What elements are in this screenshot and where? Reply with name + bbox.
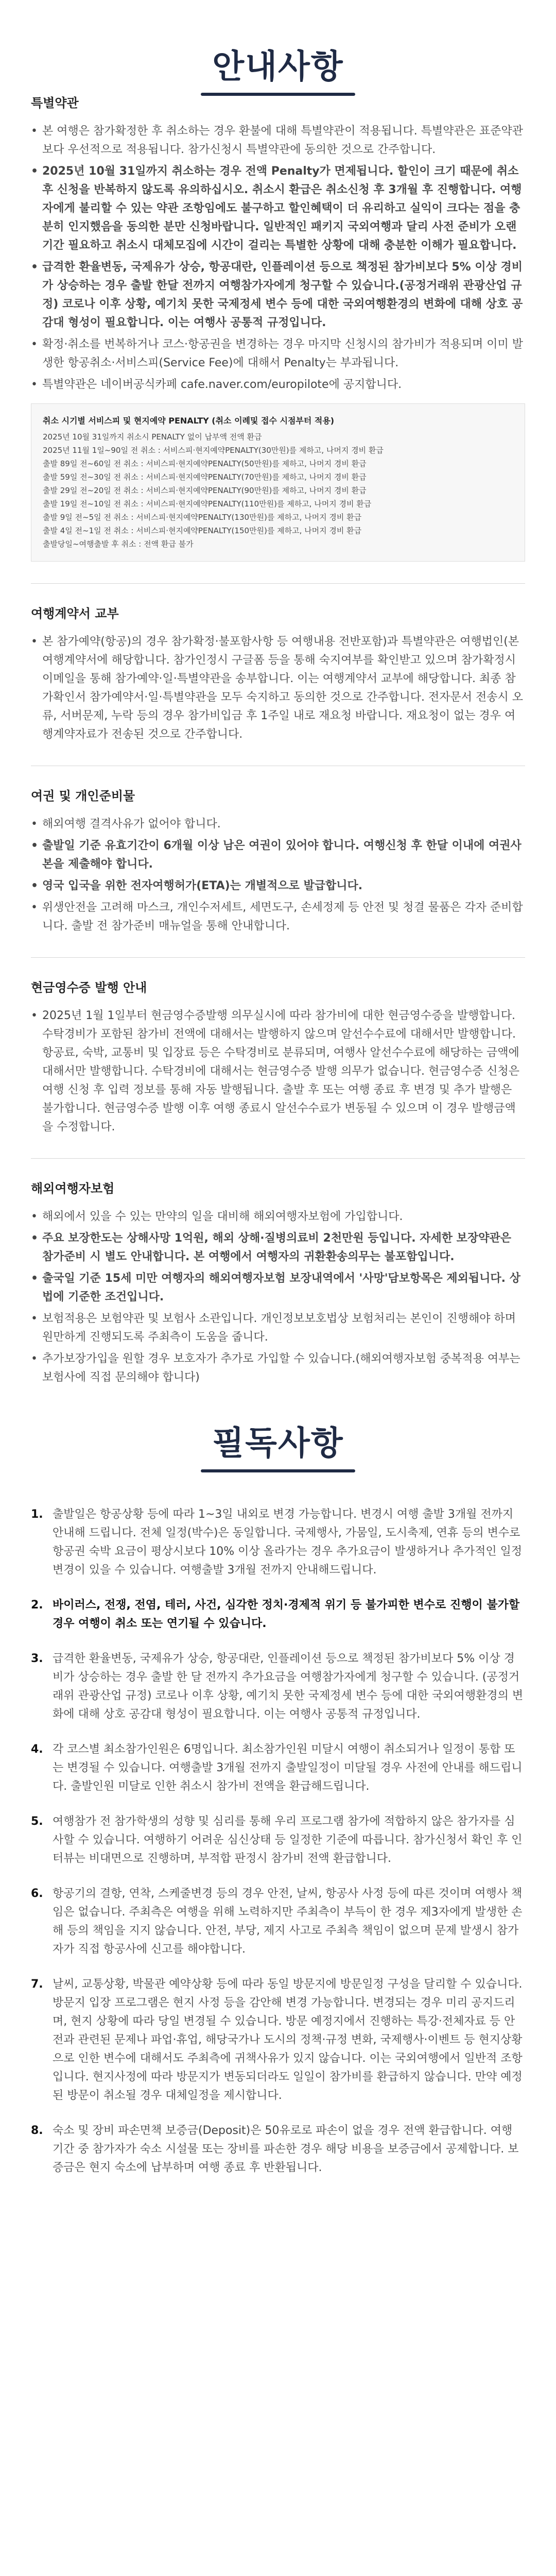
list-item: • 추가보장가입을 원할 경우 보호자가 추가로 가입할 수 있습니다.(해외여행자보험 중복적용 여부는 보험사에 직접 문의해야 합니다) bbox=[31, 1350, 525, 1387]
penalty-row: 2025년 10월 31일까지 취소시 PENALTY 없이 납부액 전액 환급 bbox=[43, 432, 262, 442]
list-item: • 주요 보장한도는 상해사망 1억원, 해외 상해·질병의료비 2천만원 등입니다. 자세한 보장약관은 참가준비 시 별도 안내합니다. 본 여행에서 여행자의 귀환환송의무는 불포함입니다. bbox=[31, 1229, 525, 1266]
travel-delivery-list bbox=[31, 633, 525, 744]
list-item: • 보험적용은 보험약관 및 보험사 소관입니다. 개인정보보호법상 보험처리는 본인이 진행해야 하며 원만하게 진행되도록 주최측이 도움을 줍니다. bbox=[31, 1310, 525, 1347]
receipt-section bbox=[31, 977, 525, 1137]
special-terms-title: 특별약관 bbox=[31, 96, 79, 110]
list-item: • 본 여행은 참가확정한 후 취소하는 경우 환불에 대해 특별약관이 적용됩니다. 특별약관은 표준약관보다 우선적으로 적용됩니다. 참가신청시 특별약관에 동의한 것으로 간주합니다. bbox=[31, 122, 525, 159]
penalty-row: 출발 59일 전~30일 전 취소 : 서비스피·현지예약PENALTY(70만원)를 제하고, 나머지 경비 환급 bbox=[43, 472, 367, 482]
penalty-row: 2025년 11월 1일~90일 전 취소 : 서비스피·현지예약PENALTY(30만원)를 제하고, 나머지 경비 환급 bbox=[43, 446, 384, 455]
penalty-row: 출발 4일 전~1일 전 취소 : 서비스피·현지예약PENALTY(150만원)를 제하고, 나머지 경비 환급 bbox=[43, 526, 362, 535]
list-item bbox=[31, 1740, 525, 1796]
item-text: 급격한 환율변동, 국제유가 상승, 항공대란, 인플레이션 등으로 책정된 참가비보다 5% 이상 경비가 상승하는 경우 출발 한 달 전까지 추가요금을 여행참가자에게 청구할 수 있습니다. (공정거래위 관광산업 규정) 코로나 이후 상황, 예기치 못한 국제정세 변수 등에 대한 국외여행환경의 변화에 대해 상호 공감대 형성이 필요합니다. 이는 여행사 공통적 규정입니다. bbox=[53, 1652, 524, 1721]
item-number: 3. bbox=[31, 1652, 43, 1665]
list-item bbox=[31, 1505, 525, 1580]
item-number: 2. bbox=[31, 1599, 43, 1612]
list-item bbox=[31, 1975, 525, 2105]
penalty-row: 출발 19일 전~10일 전 취소 : 서비스피·현지예약PENALTY(110만원)를 제하고, 나머지 경비 환급 bbox=[43, 499, 372, 509]
must-read-title: 필독사항 bbox=[212, 1425, 344, 1463]
divider bbox=[31, 957, 525, 958]
list-item bbox=[31, 1596, 525, 1633]
list-item bbox=[31, 1650, 525, 1724]
list-item: • 해외에서 있을 수 있는 만약의 일을 대비해 해외여행자보험에 가입합니다. bbox=[31, 1208, 525, 1226]
penalty-table-title: 취소 시기별 서비스피 및 현지예약 PENALTY (취소 이례및 접수 시점부터 적용) bbox=[43, 416, 335, 426]
item-number: 6. bbox=[31, 1887, 43, 1900]
item-number: 1. bbox=[31, 1508, 43, 1521]
item-text: 바이러스, 전쟁, 전염, 테러, 사건, 심각한 정치·경제적 위기 등 불가피한 변수로 진행이 불가할 경우 여행이 취소 또는 연기될 수 있습니다. bbox=[53, 1599, 520, 1630]
item-text: 항공기의 결항, 연착, 스케줄변경 등의 경우 안전, 날씨, 항공사 사정 등에 따른 것이며 여행사 책임은 없습니다. 주최측은 여행을 위해 노력하지만 주최측이 부득이 한 경우 제3자에게 발생한 손해 등의 책임을 지지 않습니다. 안전, 부당, 제지 사고로 주최측 책임이 없으며 문제 발생시 참가자가 직접 항공사에 신고를 해야합니다. bbox=[53, 1887, 523, 1956]
must-read-list bbox=[31, 1505, 525, 2177]
special-terms-list bbox=[31, 122, 525, 394]
item-text: 여행참가 전 참가학생의 성향 및 심리를 통해 우리 프로그램 참가에 적합하지 않은 참가자를 심사할 수 있습니다. 여행하기 어려운 심신상태 등 일정한 기준에 따릅니다. 참가신청서 확인 후 인터뷰는 비대면으로 진행하며, 부적합 판정시 참가비 전액 환급합니다. bbox=[53, 1815, 523, 1865]
header bbox=[0, 0, 556, 86]
penalty-row: 출발 9일 전~5일 전 취소 : 서비스피·현지예약PENALTY(130만원)를 제하고, 나머지 경비 환급 bbox=[43, 513, 362, 522]
item-number: 5. bbox=[31, 1815, 43, 1828]
special-terms-section bbox=[31, 93, 525, 562]
penalty-table bbox=[31, 403, 525, 562]
insurance-title: 해외여행자보험 bbox=[31, 1181, 115, 1196]
list-item: • 급격한 환율변동, 국제유가 상승, 항공대란, 인플레이션 등으로 책정된 참가비보다 5% 이상 경비가 상승하는 경우 출발 한달 전까지 여행참가자에게 청구할 수 있습니다.(공정거래위 관광산업 규정) 코로나 이후 상황, 예기치 못한 국제정세 변수 등에 대한 국외여행환경의 변화에 대해 상호 공감대 형성이 필요합니다. 이는 여행사 공통적 규정입니다. bbox=[31, 258, 525, 332]
receipt-list bbox=[31, 1007, 525, 1137]
passport-title: 여권 및 개인준비물 bbox=[31, 789, 135, 803]
must-read-header bbox=[31, 1417, 525, 1472]
list-item: • 출국일 기준 15세 미만 여행자의 해외여행자보험 보장내역에서 '사망'담보항목은 제외됩니다. 상법에 기준한 조건입니다. bbox=[31, 1269, 525, 1307]
item-text: 각 코스별 최소참가인원은 6명입니다. 최소참가인원 미달시 여행이 취소되거나 일정이 통합 또는 변경될 수 있습니다. 여행출발 3개월 전까지 출발일정이 미달될 경우 사전에 안내를 해드립니다. 출발인원 미달로 인한 취소시 참가비 전액을 환급해드립니다. bbox=[53, 1743, 523, 1793]
penalty-row: 출발 29일 전~20일 전 취소 : 서비스피·현지예약PENALTY(90만원)를 제하고, 나머지 경비 환급 bbox=[43, 486, 367, 495]
list-item: • 본 참가예약(항공)의 경우 참가확정·불포함사항 등 여행내용 전반포함)과 특별약관은 여행법인(본 여행계약서에 해당합니다. 참가인정시 구글폼 등을 통해 숙지여부를 확인받고 있으며 참가확정시 이메일을 통해 참가예약·일·특별약관을 송부합니다. 이는 여행계약서 교부에 해당합니다. 최종 참가확인서 참가예약서·일·특별약관을 모두 숙지하고 동의한 것으로 간주합니다. 전자문서 전송시 오류, 서버문제, 누락 등의 경우 참가비입금 후 1주일 내로 재요청 바랍니다. 재요청이 없는 경우 여행계약자료가 전송된 것으로 간주합니다. bbox=[31, 633, 525, 744]
insurance-list bbox=[31, 1208, 525, 1387]
list-item: • 출발일 기준 유효기간이 6개월 이상 남은 여권이 있어야 합니다. 여행신청 후 한달 이내에 여권사본을 제출해야 합니다. bbox=[31, 837, 525, 874]
list-item: • 해외여행 결격사유가 없어야 합니다. bbox=[31, 815, 525, 834]
item-number: 7. bbox=[31, 1978, 43, 1991]
list-item bbox=[31, 1812, 525, 1868]
page-title: 안내사항 bbox=[212, 48, 344, 86]
item-text: 숙소 및 장비 파손면책 보증금(Deposit)은 50유로로 파손이 없을 경우 전액 환급합니다. 여행 기간 중 참가자가 숙소 시설물 또는 장비를 파손한 경우 해당 비용을 보증금에서 공제합니다. 보증금은 현지 숙소에 납부하며 여행 종료 후 반환됩니다. bbox=[53, 2124, 519, 2174]
travel-delivery-title: 여행계약서 교부 bbox=[31, 606, 119, 621]
list-item: • 위생안전을 고려해 마스크, 개인수저세트, 세면도구, 손세정제 등 안전 및 청결 물품은 각자 준비합니다. 출발 전 참가준비 매뉴얼을 통해 안내합니다. bbox=[31, 899, 525, 936]
penalty-row: 출발 89일 전~60일 전 취소 : 서비스피·현지예약PENALTY(50만원)를 제하고, 나머지 경비 환급 bbox=[43, 459, 367, 468]
insurance-section bbox=[31, 1178, 525, 1387]
list-item bbox=[31, 1885, 525, 1959]
title-underline bbox=[201, 1469, 355, 1472]
penalty-row: 출발당일~여행출발 후 취소 : 전액 환급 불가 bbox=[43, 539, 194, 549]
list-item: • 2025년 10월 31일까지 취소하는 경우 전액 Penalty가 면제됩니다. 할인이 크기 때문에 취소 후 신청을 반복하지 않도록 유의하십시오. 취소시 환급은 취소신청 후 3개월 후 진행합니다. 여행자에게 불리할 수 있는 약관 조항임에도 불구하고 할인혜택이 더 유리하고 실익이 크다는 점을 충분히 인지했음을 동의한 분만 신청바랍니다. 일반적인 패키지 국외여행과 달리 사전 준비가 오랜 기간 필요하고 취소시 대체모집에 시간이 걸리는 특별한 상황에 대해 충분한 이해가 필요합니다. bbox=[31, 162, 525, 255]
list-item: • 영국 입국을 위한 전자여행허가(ETA)는 개별적으로 발급합니다. bbox=[31, 877, 525, 895]
list-item: • 2025년 1월 1일부터 현금영수증발행 의무실시에 따라 참가비에 대한 현금영수증을 발행합니다. 수탁경비가 포함된 참가비 전액에 대해서는 발행하지 않으며 알선수수료에 대해서만 발행합니다. 항공료, 숙박, 교통비 및 입장료 등은 수탁경비로 분류되며, 여행사 알선수수료에 해당하는 금액에 대해서만 발행합니다. 수탁경비에 대해서는 현금영수증 발행 의무가 없습니다. 현금영수증 신청은 여행 신청 후 입력 정보를 통해 자동 발행됩니다. 출발 후 또는 여행 종료 후 변경 및 추가 발행은 불가합니다. 현금영수증 발행 이후 여행 종료시 알선수수료가 변동될 수 있으며 이 경우 발행금액을 수정합니다. bbox=[31, 1007, 525, 1137]
item-number: 8. bbox=[31, 2124, 43, 2137]
passport-list bbox=[31, 815, 525, 936]
list-item bbox=[31, 2122, 525, 2177]
travel-delivery-section bbox=[31, 603, 525, 744]
item-number: 4. bbox=[31, 1743, 43, 1756]
content bbox=[0, 93, 556, 2177]
divider bbox=[31, 583, 525, 584]
list-item: • 확정·취소를 번복하거나 코스·항공권을 변경하는 경우 마지막 신청시의 참가비가 적용되며 이미 발생한 항공취소·서비스피(Service Fee)에 대해서 Penalty는 부과됩니다. bbox=[31, 335, 525, 372]
receipt-title: 현금영수증 발행 안내 bbox=[31, 980, 147, 995]
divider bbox=[31, 1158, 525, 1159]
list-item: • 특별약관은 네이버공식카페 cafe.naver.com/europilote에 공지합니다. bbox=[31, 376, 525, 394]
passport-section bbox=[31, 786, 525, 936]
item-text: 날씨, 교통상황, 박물관 예약상황 등에 따라 동일 방문지에 방문일정 구성을 달리할 수 있습니다. 방문지 입장 프로그램은 현지 사정 등을 감안해 변경 가능합니다. 변경되는 경우 미리 공지드리며, 현지 상황에 따라 당일 변경될 수 있습니다. 방문 예정지에서 진행하는 특강·전체자료 등 안전과 관련된 문제나 파업·휴업, 해당국가나 도시의 정책·규정 변화, 국제행사·이벤트 등 현지상황으로 인한 변수에 대해서도 주최측에 귀책사유가 있지 않습니다. 이는 국외여행에서 일반적 조항입니다. 현지사정에 따라 방문지가 변동되더라도 일일이 참가비를 환급하지 않습니다. 만약 예정된 방문이 취소될 경우 대체일정을 제시합니다. bbox=[53, 1978, 523, 2102]
item-text: 출발일은 항공상황 등에 따라 1~3일 내외로 변경 가능합니다. 변경시 여행 출발 3개월 전까지 안내해 드립니다. 전체 일정(박수)은 동일합니다. 국제행사, 가뭄일, 도시축제, 연휴 등의 변수로 항공권 숙박 요금이 평상시보다 10% 이상 올라가는 경우 추가요금이 발생하거나 추가적인 일정변경이 있을 수 있습니다. 여행출발 3개월 전까지 안내해드립니다. bbox=[53, 1508, 523, 1577]
